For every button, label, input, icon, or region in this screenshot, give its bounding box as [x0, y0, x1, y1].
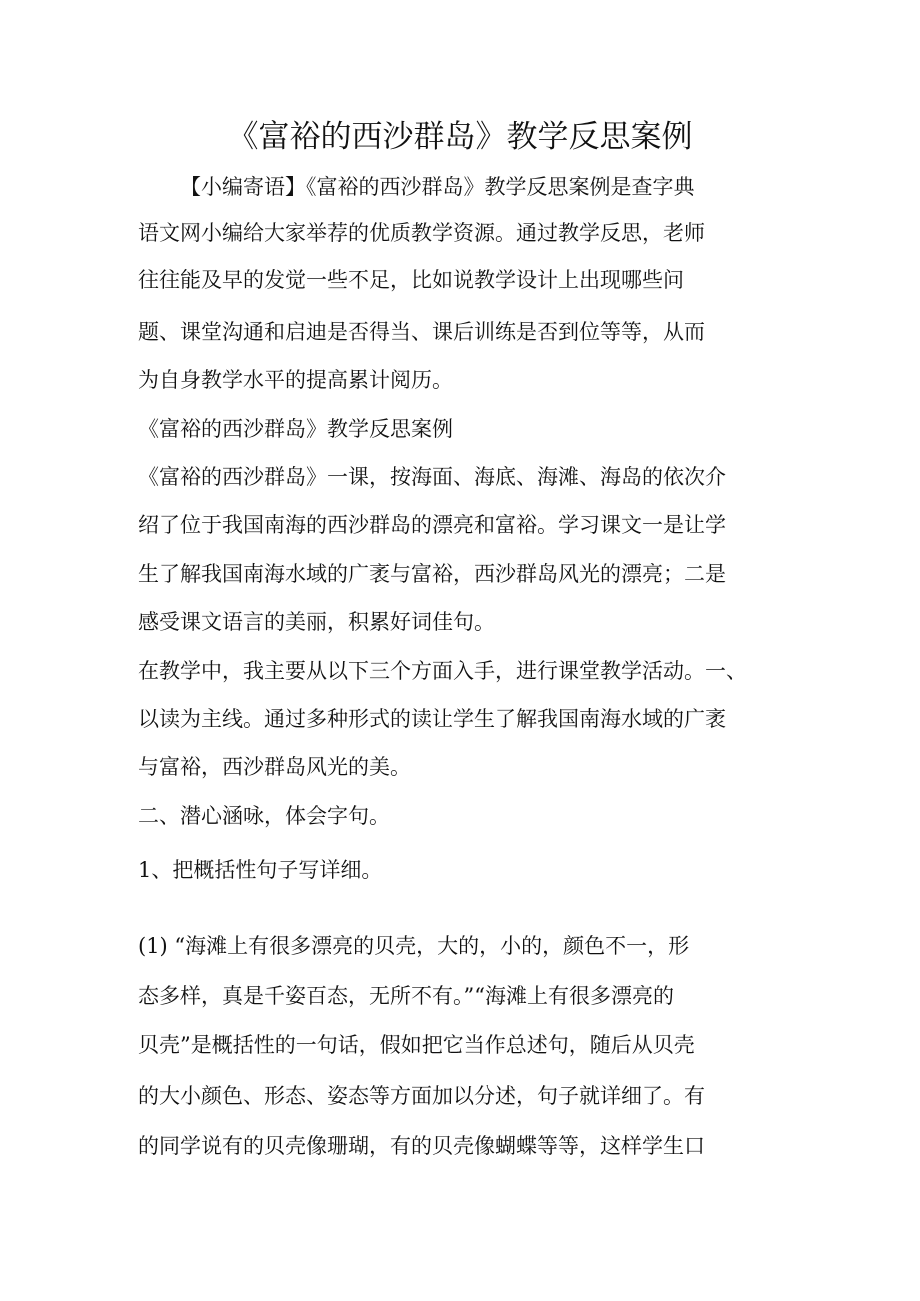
paragraph-line: 以读为主线。通过多种形式的读让学生了解我国南海水域的广袤	[138, 707, 726, 731]
paragraph-line: 《富裕的西沙群岛》教学反思案例	[138, 417, 453, 441]
paragraph-line: 往往能及早的发觉一些不足，比如说教学设计上出现哪些问	[138, 268, 684, 292]
document-title: 《富裕的西沙群岛》教学反思案例	[227, 119, 693, 155]
paragraph-line: 1、把概括性句子写详细。	[138, 858, 383, 882]
paragraph-line: 的大小颜色、形态、姿态等方面加以分述，句子就详细了。有	[138, 1084, 705, 1108]
paragraph-line: 感受课文语言的美丽，积累好词佳句。	[138, 610, 495, 634]
paragraph-line: 绍了位于我国南海的西沙群岛的漂亮和富裕。学习课文一是让学	[138, 513, 726, 537]
paragraph-line: 生了解我国南海水域的广袤与富裕，西沙群岛风光的漂亮；二是	[138, 562, 726, 586]
paragraph-line: 的同学说有的贝壳像珊瑚，有的贝壳像蝴蝶等等，这样学生口	[138, 1134, 705, 1158]
paragraph-line: 在教学中，我主要从以下三个方面入手，进行课堂教学活动。一、	[138, 659, 747, 683]
paragraph-line: 态多样，真是千姿百态，无所不有。”“海滩上有很多漂亮的	[138, 984, 674, 1008]
paragraph-line: 《富裕的西沙群岛》一课，按海面、海底、海滩、海岛的依次介	[138, 465, 726, 489]
paragraph-line: 贝壳”是概括性的一句话，假如把它当作总述句，随后从贝壳	[138, 1033, 695, 1057]
paragraph-line: 二、潜心涵咏，体会字句。	[138, 804, 390, 828]
paragraph-line: 为自身教学水平的提高累计阅历。	[138, 368, 453, 392]
paragraph-line: 语文网小编给大家举荐的优质教学资源。通过教学反思，老师	[138, 221, 705, 245]
paragraph-line: 题、课堂沟通和启迪是否得当、课后训练是否到位等等，从而	[138, 320, 705, 344]
paragraph-line: 与富裕，西沙群岛风光的美。	[138, 755, 411, 779]
paragraph-line: 【小编寄语】《富裕的西沙群岛》教学反思案例是查字典	[180, 175, 695, 199]
paragraph-line: (1) “海滩上有很多漂亮的贝壳，大的，小的，颜色不一，形	[138, 934, 690, 958]
